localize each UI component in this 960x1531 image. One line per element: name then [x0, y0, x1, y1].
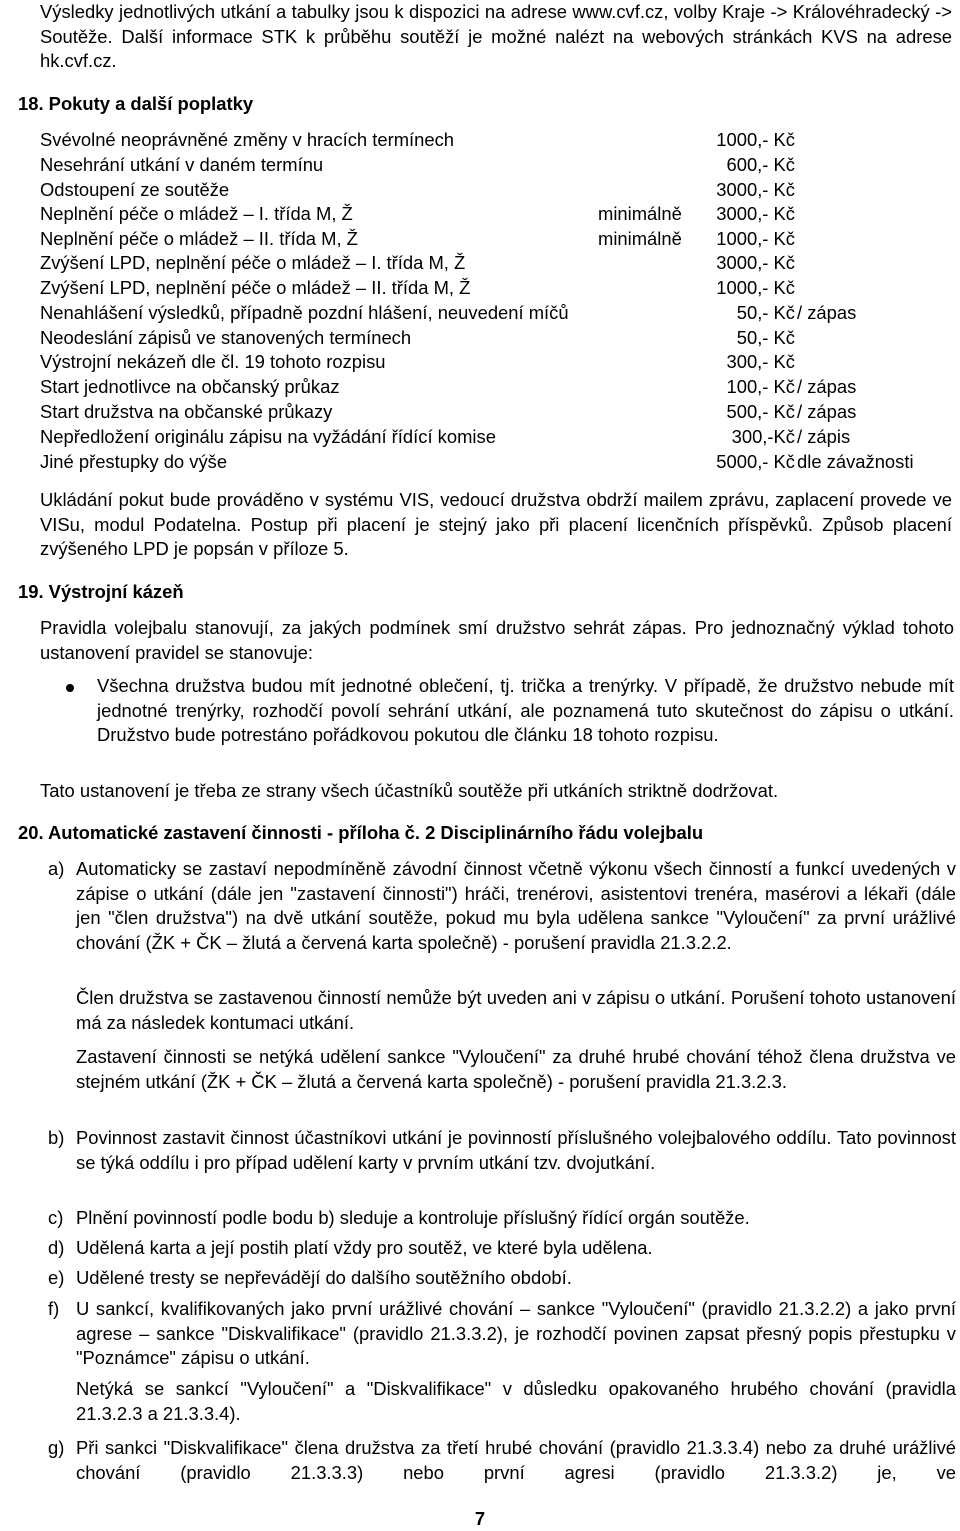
fee-label: Svévolné neoprávněné změny v hracích termínech — [40, 129, 455, 150]
fee-amount: 50,- Kč — [736, 327, 795, 348]
fee-amount: 1000,- Kč — [716, 277, 795, 298]
fee-amount: 300,- Kč — [726, 351, 795, 372]
item-g — [48, 1436, 956, 1485]
item-c — [48, 1206, 956, 1231]
fee-label: Nesehrání utkání v daném termínu — [40, 154, 324, 175]
fee-amount: 3000,- Kč — [716, 179, 795, 200]
item-text: Zastavení činnosti se netýká udělení sankce "Vyloučení" za druhé hrubé chování téhož člena družstva ve stejném utkání (ŽK + ČK – žlutá a červená karta společně) - porušení pravidla 21.3.2.3. — [76, 1046, 956, 1092]
fee-label: Výstrojní nekázeň dle čl. 19 tohoto rozpisu — [40, 351, 386, 372]
fee-row — [40, 326, 940, 351]
fee-label: Jiné přestupky do výše — [40, 451, 228, 472]
section-20-heading: 20. Automatické zastavení činnosti - příloha č. 2 Disciplinárního řádu volejbalu — [18, 822, 704, 843]
section-19-paragraph-2: Tato ustanovení je třeba ze strany všech účastníků soutěže při utkáních striktně dodržovat. — [40, 780, 779, 801]
fee-suffix: / zápas — [797, 376, 857, 397]
fee-row — [40, 251, 940, 276]
fee-row — [40, 178, 940, 203]
fee-row — [40, 202, 940, 227]
fee-prefix: minimálně — [598, 203, 682, 224]
item-letter: d) — [48, 1237, 65, 1258]
fee-label: Nenahlášení výsledků, případně pozdní hlášení, neuvedení míčů — [40, 302, 569, 323]
fee-amount: 50,- Kč — [736, 302, 795, 323]
item-a-note-2 — [48, 1045, 956, 1094]
fee-suffix: / zápis — [797, 426, 851, 447]
fee-label: Neplnění péče o mládež – II. třída M, Ž — [40, 228, 358, 249]
fee-suffix: dle závažnosti — [797, 451, 914, 472]
item-letter: b) — [48, 1127, 65, 1148]
item-text: Při sankci "Diskvalifikace" člena družstva za třetí hrubé chování (pravidlo 21.3.3.4) nebo za druhé urážlivé chování (pravidlo 21.3.3.3) nebo první agresi (pravidlo 21.3.3.2) je, ve — [76, 1437, 956, 1483]
fee-amount: 300,-Kč — [731, 426, 795, 447]
fee-row — [40, 400, 940, 425]
item-e — [48, 1266, 956, 1291]
item-d — [48, 1236, 956, 1261]
item-letter: a) — [48, 858, 65, 879]
fee-suffix: / zápas — [797, 401, 857, 422]
item-letter: f) — [48, 1298, 60, 1319]
fee-amount: 3000,- Kč — [716, 203, 795, 224]
item-a-note-1 — [48, 986, 956, 1035]
section-18-paragraph: Ukládání pokut bude prováděno v systému VIS, vedoucí družstva obdrží mailem zprávu, zaplacení provede ve VISu, modul Podatelna. Postup při placení je stejný jako při placení licenčních příspěvků. Způsob placení zvýšeného LPD je popsán v příloze 5. — [40, 489, 952, 560]
item-text: Plnění povinností podle bodu b) sleduje a kontroluje příslušný řídící orgán soutěže. — [76, 1207, 750, 1228]
item-text: Udělené tresty se nepřevádějí do dalšího soutěžního období. — [76, 1267, 572, 1288]
intro-paragraph: Výsledky jednotlivých utkání a tabulky jsou k dispozici na adrese www.cvf.cz, volby Kraje -> Královéhradecký -> Soutěže. Další informace STK k průběhu soutěží je možné nalézt na webových stránkách KVS na adrese hk.cvf.cz. — [40, 1, 952, 72]
item-text: Povinnost zastavit činnost účastníkovi utkání je povinností příslušného volejbalového oddílu. Tato povinnost se týká oddílu i pro případ udělení karty v prvním utkání tzv. dvojutkání. — [76, 1127, 956, 1173]
item-a — [48, 857, 956, 955]
fee-label: Start družstva na občanské průkazy — [40, 401, 333, 422]
section-19-bullet: Všechna družstva budou mít jednotné oblečení, tj. trička a trenýrky. V případě, že družstvo nebude mít jednotné trenýrky, rozhodčí povolí sehrání utkání, ale poznamená tuto skutečnost do zápisu o utkání. Družstvo bude potrestáno pořádkovou pokutou dle článku 18 tohoto rozpisu. — [97, 675, 954, 746]
fee-label: Start jednotlivce na občanský průkaz — [40, 376, 340, 397]
item-letter: c) — [48, 1207, 64, 1228]
item-b — [48, 1126, 956, 1175]
page-number: 7 — [474, 1508, 486, 1529]
item-letter: g) — [48, 1437, 65, 1458]
fee-amount: 3000,- Kč — [716, 252, 795, 273]
fee-label: Neodeslání zápisů ve stanovených termínech — [40, 327, 412, 348]
fee-row — [40, 276, 940, 301]
bullet-icon — [66, 684, 74, 692]
fee-row — [40, 227, 940, 252]
item-f-note — [48, 1377, 956, 1426]
fee-row — [40, 153, 940, 178]
fee-label: Odstoupení ze soutěže — [40, 179, 230, 200]
fee-label: Zvýšení LPD, neplnění péče o mládež – I. třída M, Ž — [40, 252, 466, 273]
item-text: Udělená karta a její postih platí vždy pro soutěž, ve které byla udělena. — [76, 1237, 653, 1258]
fee-row — [40, 375, 940, 400]
fee-prefix: minimálně — [598, 228, 682, 249]
item-text: Člen družstva se zastavenou činností nemůže být uveden ani v zápisu o utkání. Porušení tohoto ustanovení má za následek kontumaci utkání. — [76, 987, 956, 1033]
fee-amount: 1000,- Kč — [716, 129, 795, 150]
fee-suffix: / zápas — [797, 302, 857, 323]
fee-label: Zvýšení LPD, neplnění péče o mládež – II. třída M, Ž — [40, 277, 471, 298]
section-19-paragraph-1: Pravidla volejbalu stanovují, za jakých podmínek smí družstvo sehrát zápas. Pro jednoznačný výklad tohoto ustanovení pravidel se stanovuje: — [40, 617, 954, 663]
fee-row — [40, 350, 940, 375]
fee-amount: 5000,- Kč — [716, 451, 795, 472]
section-19-heading: 19. Výstrojní kázeň — [18, 581, 184, 602]
fee-row — [40, 128, 940, 153]
fee-row — [40, 301, 940, 326]
fee-amount: 1000,- Kč — [716, 228, 795, 249]
fee-label: Neplnění péče o mládež – I. třída M, Ž — [40, 203, 353, 224]
item-text: Automaticky se zastaví nepodmíněně závodní činnost včetně výkonu všech činností a funkcí uvedených v zápise o utkání (dále jen "zastavení činnosti") hráči, trenérovi, asistentovi trenéra, masérovi a lékaři (dále jen "člen družstva") na dvě utkání soutěže, pokud mu byla udělena sankce "Vyloučení" za první urážlivé chování (ŽK + ČK – žlutá a červená karta společně) - porušení pravidla 21.3.2.2. — [76, 858, 956, 953]
fee-label: Nepředložení originálu zápisu na vyžádání řídící komise — [40, 426, 496, 447]
item-f — [48, 1297, 956, 1371]
item-letter: e) — [48, 1267, 65, 1288]
item-text: Netýká se sankcí "Vyloučení" a "Diskvalifikace" v důsledku opakovaného hrubého chování (pravidla 21.3.2.3 a 21.3.3.4). — [76, 1378, 956, 1424]
fee-row — [40, 425, 940, 450]
section-18-heading: 18. Pokuty a další poplatky — [18, 93, 254, 114]
fee-amount: 500,- Kč — [726, 401, 795, 422]
fee-amount: 100,- Kč — [726, 376, 795, 397]
item-text: U sankcí, kvalifikovaných jako první urážlivé chování – sankce "Vyloučení" (pravidlo 21.3.2.2) a jako první agrese – sankce "Diskvalifikace" (pravidlo 21.3.3.2), je rozhodčí povinen zapsat přesný popis přestupku v "Poznámce" zápisu o utkání. — [76, 1298, 956, 1369]
fee-row — [40, 450, 940, 475]
fee-amount: 600,- Kč — [726, 154, 795, 175]
